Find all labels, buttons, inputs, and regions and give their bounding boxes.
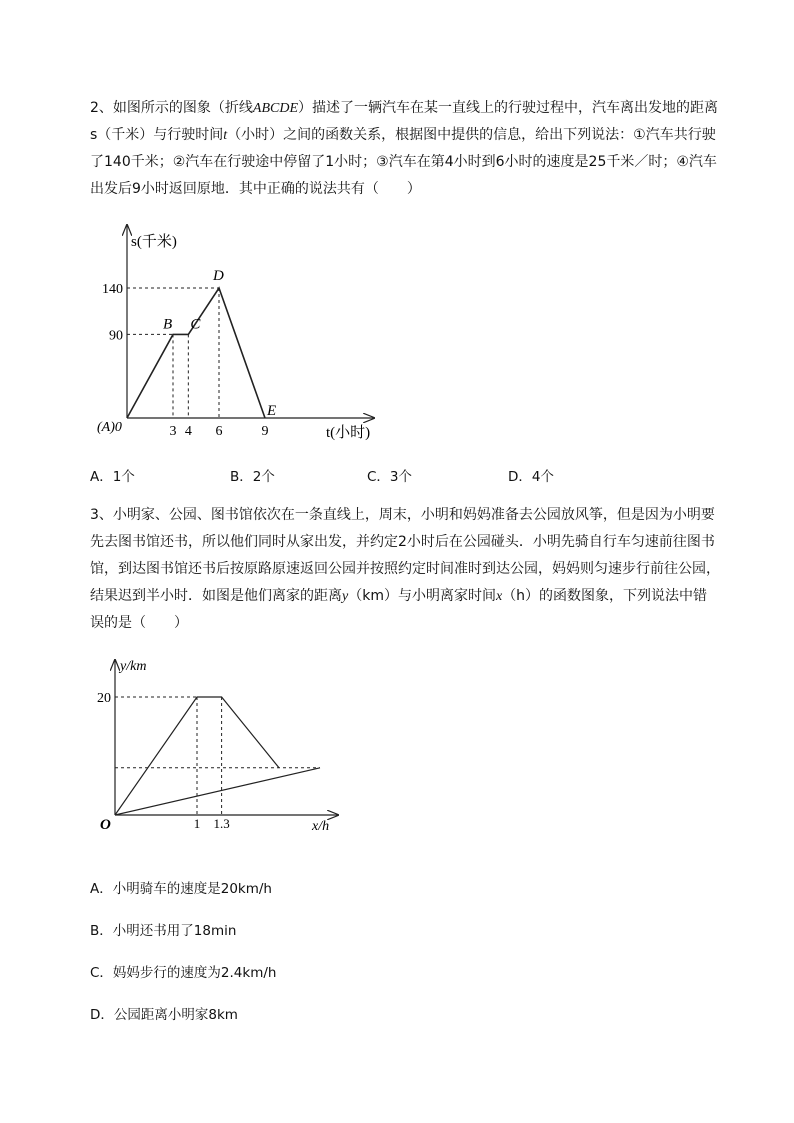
option-d[interactable]: D．公园距离小明家8km bbox=[90, 1007, 238, 1023]
x-tick-labels bbox=[170, 424, 269, 439]
question-text: 小明家、公园、图书馆依次在一条直线上，周末，小明和妈妈准备去公园放风筝，但是因为小明要先去图书馆还书，所以他们同时从家出发，并约定2小时后在公园碰头．小明先骑自行车匀速前往图书馆，到达图书馆还书后按原路原速返回公园并按照约定时间准时到达公园，妈妈则匀速步行前往公园，结果迟到半小时．如图是他们离家的距离 bbox=[90, 507, 720, 604]
xiaoming-polyline bbox=[115, 697, 279, 815]
question-number: 3、 bbox=[90, 507, 113, 523]
point-label-D: D bbox=[213, 268, 224, 284]
origin-label: O bbox=[100, 817, 111, 833]
y-tick-label: 90 bbox=[109, 328, 123, 344]
x-tick-label: 3 bbox=[169, 424, 177, 439]
point-label-C: C bbox=[190, 316, 201, 333]
y-tick-label: 20 bbox=[97, 691, 111, 706]
option-a[interactable]: A．1个 bbox=[90, 469, 135, 485]
mom-polyline bbox=[115, 768, 320, 815]
origin-label: (A)0 bbox=[97, 420, 122, 435]
question-text: （h）的函数图象，下列说法中错误的是（ ） bbox=[90, 588, 708, 631]
variable-t: t bbox=[223, 128, 228, 143]
question-text: 如图所示的图象（折线 bbox=[112, 100, 253, 116]
x-tick-label: 4 bbox=[184, 424, 192, 439]
question-text: ）描述了一辆汽车在某一直线上的行驶过程中，汽车离出发地的距离 s（千米）与行驶时间 bbox=[90, 100, 719, 143]
point-label-E: E bbox=[267, 403, 277, 419]
guide-lines bbox=[115, 697, 320, 815]
y-tick-labels bbox=[102, 282, 123, 343]
x-tick-label: 9 bbox=[261, 424, 269, 439]
question-3 bbox=[90, 502, 720, 637]
x-tick-label: 1.3 bbox=[213, 816, 230, 831]
option-c[interactable]: C．妈妈步行的速度为2.4km/h bbox=[90, 965, 277, 981]
guide-lines bbox=[127, 288, 219, 418]
y-axis-label: s(千米) bbox=[131, 234, 177, 250]
variable-x: x bbox=[495, 589, 503, 604]
x-axis-label: t(小时) bbox=[326, 425, 371, 441]
question-2 bbox=[90, 95, 720, 203]
question-text: （km）与小明离家时间 bbox=[348, 588, 496, 604]
polyline-name: ABCDE bbox=[252, 101, 299, 116]
option-c[interactable]: C．3个 bbox=[367, 469, 413, 485]
point-labels bbox=[163, 268, 276, 419]
option-a[interactable]: A．小明骑车的速度是20km/h bbox=[90, 881, 272, 897]
distance-polyline bbox=[127, 288, 265, 418]
x-axis-label: x/h bbox=[312, 819, 330, 834]
x-tick-label: 1 bbox=[193, 816, 201, 831]
option-d[interactable]: D．4个 bbox=[508, 469, 554, 485]
option-b[interactable]: B．小明还书用了18min bbox=[90, 923, 237, 939]
option-b[interactable]: B．2个 bbox=[230, 469, 275, 485]
y-tick-label: 140 bbox=[102, 282, 123, 297]
x-tick-label: 6 bbox=[215, 424, 223, 439]
point-label-B: B bbox=[163, 316, 173, 333]
question-number: 2、 bbox=[90, 100, 113, 116]
question-text: （小时）之间的函数关系，根据图中提供的信息，给出下列说法：①汽车共行驶了140千米；②汽车在行驶途中停留了1小时；③汽车在第4小时到6小时的速度是25千米／时；④汽车出发后9小时返回原地．其中正确的说法共有（ ） bbox=[90, 127, 717, 197]
x-tick-labels bbox=[194, 816, 230, 831]
variable-y: y bbox=[342, 589, 349, 604]
y-tick-labels bbox=[97, 691, 111, 706]
y-axis-label: y/km bbox=[120, 659, 147, 674]
